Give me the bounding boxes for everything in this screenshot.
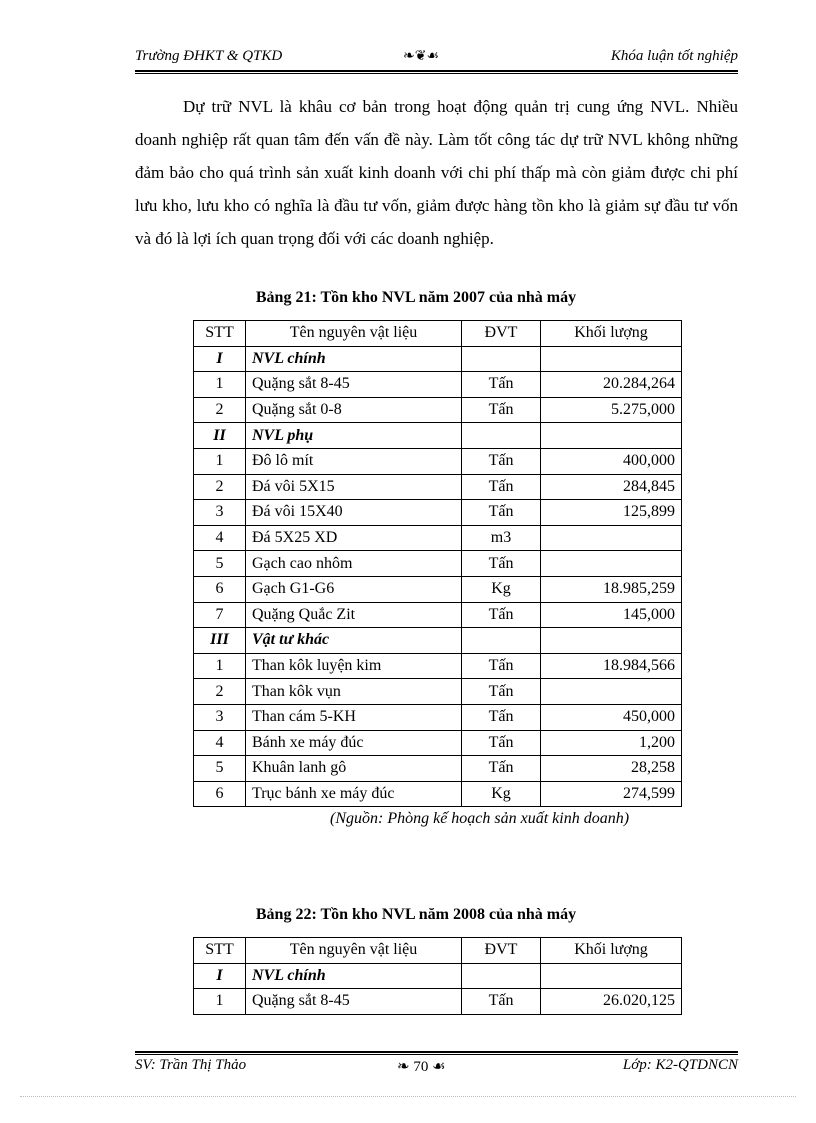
row-unit: Tấn <box>462 500 541 526</box>
row-stt: I <box>194 346 246 372</box>
footer-student: SV: Trần Thị Thảo <box>135 1057 247 1073</box>
row-name: Than kôk vụn <box>246 679 462 705</box>
table-row <box>194 576 682 602</box>
row-unit <box>462 963 541 989</box>
table-group-row <box>194 423 682 449</box>
row-quantity: 5.275,000 <box>541 397 682 423</box>
row-stt: 2 <box>194 397 246 423</box>
column-header: Tên nguyên vật liệu <box>246 321 462 347</box>
row-unit: Kg <box>462 576 541 602</box>
table-row <box>194 372 682 398</box>
row-stt: 4 <box>194 730 246 756</box>
column-header: Khối lượng <box>541 321 682 347</box>
row-quantity: 450,000 <box>541 704 682 730</box>
row-stt: 6 <box>194 576 246 602</box>
row-unit: Tấn <box>462 756 541 782</box>
page-header <box>135 48 738 70</box>
table-21-source: (Nguồn: Phòng kế hoạch sản xuất kinh doanh) <box>330 810 630 827</box>
row-quantity <box>541 963 682 989</box>
row-name: Đô lô mít <box>246 448 462 474</box>
table-header-row <box>194 321 682 347</box>
row-stt: 6 <box>194 781 246 807</box>
table-header-row <box>194 938 682 964</box>
row-name: Than cám 5-KH <box>246 704 462 730</box>
row-quantity <box>541 628 682 654</box>
header-title: Khóa luận tốt nghiệp <box>610 48 738 64</box>
table-row <box>194 781 682 807</box>
row-unit <box>462 346 541 372</box>
row-name: Đá vôi 5X15 <box>246 474 462 500</box>
row-name: Quặng sắt 8-45 <box>246 372 462 398</box>
header-ornament: ❧❦☙ <box>403 49 440 64</box>
row-stt: 2 <box>194 474 246 500</box>
table-row <box>194 679 682 705</box>
row-quantity: 18.984,566 <box>541 653 682 679</box>
row-quantity <box>541 346 682 372</box>
header-school: Trường ĐHKT & QTKD <box>135 48 283 64</box>
row-name: Gạch cao nhôm <box>246 551 462 577</box>
row-stt: 1 <box>194 989 246 1015</box>
column-header: STT <box>194 321 246 347</box>
footer-rule-thin <box>135 1054 738 1055</box>
table-group-row <box>194 346 682 372</box>
row-stt: 1 <box>194 448 246 474</box>
page-footer <box>135 1057 738 1079</box>
body-paragraph: Dự trữ NVL là khâu cơ bản trong hoạt động quản trị cung ứng NVL. Nhiều doanh nghiệp rất quan tâm đến vấn đề này. Làm tốt công tác dự trữ NVL không những đảm bảo cho quá trình sản xuất kinh doanh với chi phí thấp mà còn giảm được chi phí lưu kho, lưu kho có nghĩa là đầu tư vốn, giảm được hàng tồn kho là giảm sự đầu tư vốn và đó là lợi ích quan trọng đối với các doanh nghiệp. <box>135 97 738 248</box>
table-22 <box>193 937 682 1015</box>
row-unit: Tấn <box>462 551 541 577</box>
row-stt: I <box>194 963 246 989</box>
row-stt: 5 <box>194 551 246 577</box>
page-number: ❧ 70 ☙ <box>397 1059 446 1075</box>
row-quantity: 145,000 <box>541 602 682 628</box>
table-row <box>194 989 682 1015</box>
row-name: Quặng sắt 0-8 <box>246 397 462 423</box>
row-stt: 7 <box>194 602 246 628</box>
table-22-caption: Bảng 22: Tồn kho NVL năm 2008 của nhà máy <box>255 906 577 923</box>
table-row <box>194 756 682 782</box>
row-unit: Tấn <box>462 448 541 474</box>
row-unit: Tấn <box>462 653 541 679</box>
row-name: Quặng Quắc Zit <box>246 602 462 628</box>
row-stt: 4 <box>194 525 246 551</box>
row-stt: 3 <box>194 704 246 730</box>
row-quantity: 18.985,259 <box>541 576 682 602</box>
column-header: ĐVT <box>462 321 541 347</box>
row-name: Khuân lanh gô <box>246 756 462 782</box>
row-stt: 5 <box>194 756 246 782</box>
header-rule-thin <box>135 73 738 74</box>
header-rule <box>135 70 738 72</box>
row-quantity: 1,200 <box>541 730 682 756</box>
row-stt: 1 <box>194 653 246 679</box>
row-quantity: 28,258 <box>541 756 682 782</box>
row-name: Quặng sắt 8-45 <box>246 989 462 1015</box>
footer-class: Lớp: K2-QTDNCN <box>622 1057 738 1073</box>
row-quantity: 125,899 <box>541 500 682 526</box>
row-quantity: 284,845 <box>541 474 682 500</box>
row-unit: Tấn <box>462 704 541 730</box>
table-row <box>194 500 682 526</box>
row-name: Trục bánh xe máy đúc <box>246 781 462 807</box>
table-row <box>194 653 682 679</box>
table-21 <box>193 320 682 807</box>
column-header: Tên nguyên vật liệu <box>246 938 462 964</box>
row-quantity: 274,599 <box>541 781 682 807</box>
row-name: NVL chính <box>246 346 462 372</box>
column-header: STT <box>194 938 246 964</box>
table-row <box>194 730 682 756</box>
row-name: Than kôk luyện kim <box>246 653 462 679</box>
row-unit: m3 <box>462 525 541 551</box>
row-quantity: 26.020,125 <box>541 989 682 1015</box>
row-unit: Tấn <box>462 730 541 756</box>
table-row <box>194 525 682 551</box>
row-quantity: 400,000 <box>541 448 682 474</box>
table-row <box>194 551 682 577</box>
row-name: NVL chính <box>246 963 462 989</box>
row-stt: 2 <box>194 679 246 705</box>
row-name: Đá 5X25 XD <box>246 525 462 551</box>
footer-rule <box>135 1051 738 1053</box>
table-row <box>194 397 682 423</box>
table-group-row <box>194 628 682 654</box>
table-row <box>194 448 682 474</box>
column-header: Khối lượng <box>541 938 682 964</box>
row-name: NVL phụ <box>246 423 462 449</box>
row-unit <box>462 423 541 449</box>
row-unit <box>462 628 541 654</box>
row-name: Vật tư khác <box>246 628 462 654</box>
table-row <box>194 474 682 500</box>
table-row <box>194 602 682 628</box>
table-21-caption: Bảng 21: Tồn kho NVL năm 2007 của nhà máy <box>255 289 577 306</box>
row-quantity: 20.284,264 <box>541 372 682 398</box>
row-name: Bánh xe máy đúc <box>246 730 462 756</box>
row-quantity <box>541 551 682 577</box>
row-quantity <box>541 679 682 705</box>
row-unit: Tấn <box>462 474 541 500</box>
row-stt: 3 <box>194 500 246 526</box>
row-unit: Tấn <box>462 372 541 398</box>
table-group-row <box>194 963 682 989</box>
row-unit: Tấn <box>462 989 541 1015</box>
row-stt: 1 <box>194 372 246 398</box>
row-name: Gạch G1-G6 <box>246 576 462 602</box>
row-quantity <box>541 423 682 449</box>
row-quantity <box>541 525 682 551</box>
row-unit: Tấn <box>462 397 541 423</box>
column-header: ĐVT <box>462 938 541 964</box>
page-edge <box>20 1096 796 1097</box>
row-stt: II <box>194 423 246 449</box>
row-unit: Kg <box>462 781 541 807</box>
row-unit: Tấn <box>462 602 541 628</box>
row-stt: III <box>194 628 246 654</box>
row-unit: Tấn <box>462 679 541 705</box>
row-name: Đá vôi 15X40 <box>246 500 462 526</box>
table-row <box>194 704 682 730</box>
